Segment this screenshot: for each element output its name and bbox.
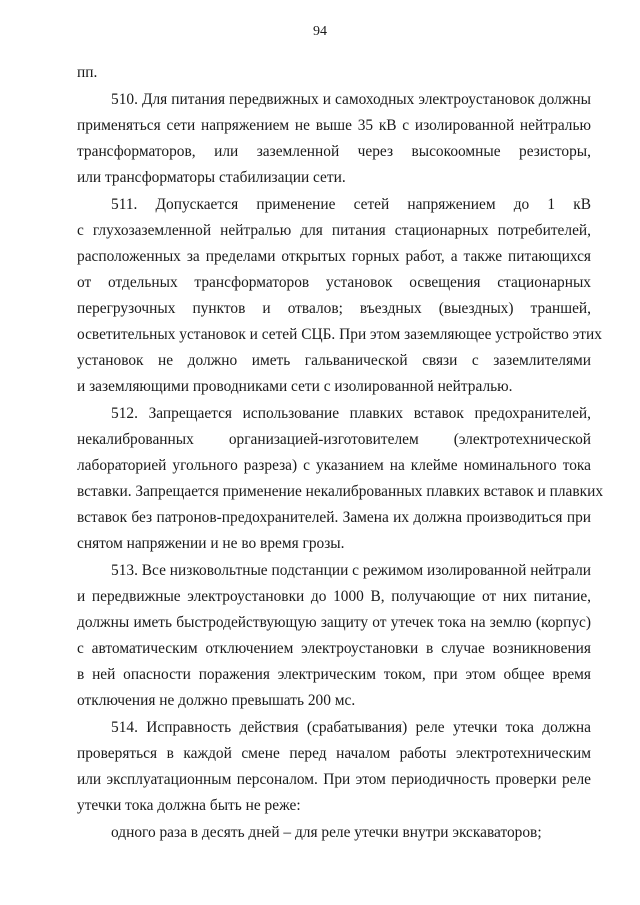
paragraph-511-line-1: 511. Допускается применение сетей напряжением до 1 кВ xyxy=(111,196,591,213)
text-line: применяться сети напряжением не выше 35 кВ с изолированной нейтралью xyxy=(77,117,591,134)
text-line: или эксплуатационным персоналом. При этом периодичность проверки реле xyxy=(77,771,591,788)
text-line: и передвижные электроустановки до 1000 В, получающие от них питание, xyxy=(77,588,591,605)
list-item-line: одного раза в десять дней – для реле утечки внутри экскаваторов; xyxy=(111,824,542,841)
text-line: перегрузочных пунктов и отвалов; въездных (выездных) траншей, xyxy=(77,300,591,317)
paragraph-512-line-1: 512. Запрещается использование плавких вставок предохранителей, xyxy=(111,405,591,422)
text-line: с глухозаземленной нейтралью для питания стационарных потребителей, xyxy=(77,222,591,239)
text-line: от отдельных трансформаторов установок освещения стационарных xyxy=(77,274,591,291)
text-line: отключения не должно превышать 200 мс. xyxy=(77,692,356,709)
text-line: некалиброванных организацией-изготовителем (электротехнической xyxy=(77,431,591,448)
paragraph-514-line-1: 514. Исправность действия (срабатывания) реле утечки тока должна xyxy=(111,719,591,736)
text-line: вставок без патронов-предохранителей. Замена их должна производиться при xyxy=(77,509,591,526)
text-line: и заземляющими проводниками сети с изолированной нейтралью. xyxy=(77,378,513,395)
text-line: в ней опасности поражения электрическим током, при этом общее время xyxy=(77,666,591,683)
text-line: пп. xyxy=(77,64,98,81)
text-line: расположенных за пределами открытых горных работ, а также питающихся xyxy=(77,248,591,265)
text-line: лабораторией угольного разреза) с указанием на клейме номинального тока xyxy=(77,457,591,474)
text-line: проверяться в каждой смене перед началом работы электротехническим xyxy=(77,745,591,762)
text-line: с автоматическим отключением электроустановки в случае возникновения xyxy=(77,640,591,657)
text-line: трансформаторов, или заземленной через высокоомные резисторы, xyxy=(77,143,591,160)
text-line: должны иметь быстродействующую защиту от утечек тока на землю (корпус) xyxy=(77,614,591,631)
text-line: снятом напряжении и не во время грозы. xyxy=(77,535,345,552)
paragraph-510-line-1: 510. Для питания передвижных и самоходных электроустановок должны xyxy=(111,91,591,108)
text-line: осветительных установок и сетей СЦБ. При этом заземляющее устройство этих xyxy=(77,326,602,343)
paragraph-513-line-1: 513. Все низковольтные подстанции с режимом изолированной нейтрали xyxy=(111,562,591,579)
page-number: 94 xyxy=(313,24,327,39)
text-line: или трансформаторы стабилизации сети. xyxy=(77,169,346,186)
text-line: установок не должно иметь гальванической связи с заземлителями xyxy=(77,352,591,369)
text-line: вставки. Запрещается применение некалиброванных плавких вставок и плавких xyxy=(77,483,604,500)
text-line: утечки тока должна быть не реже: xyxy=(77,797,301,814)
